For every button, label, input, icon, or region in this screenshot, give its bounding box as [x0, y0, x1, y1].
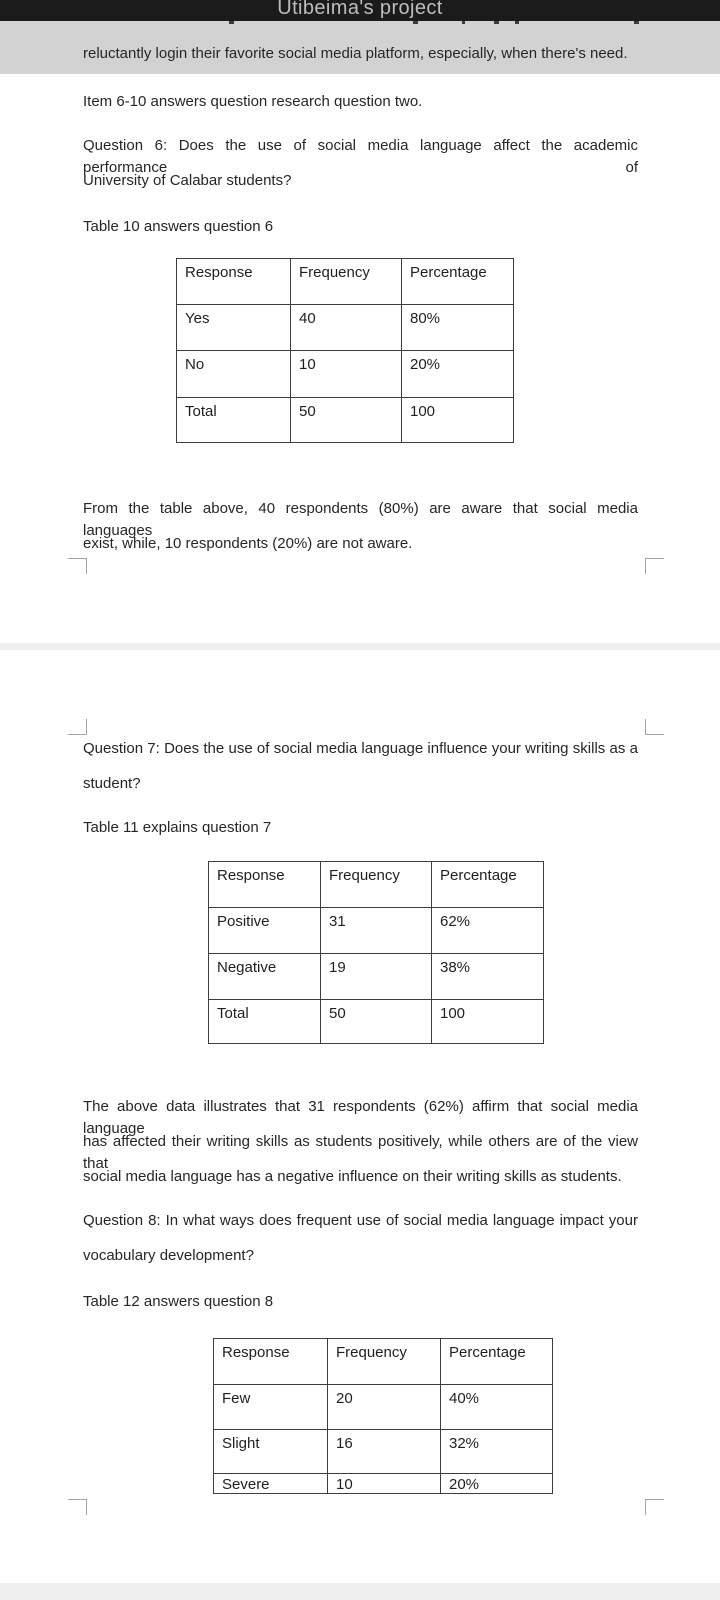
table-cell: 50	[291, 398, 402, 443]
app-title: Utibeima's project	[277, 0, 443, 19]
scrolled-paragraph-line: reluctantly login their favorite social media platform, especially, when there's need.	[83, 45, 628, 62]
table-cell: 62%	[432, 908, 544, 954]
table-cell: Severe	[214, 1474, 328, 1494]
question-8-line-1: Question 8: In what ways does frequent use of social media language impact your	[83, 1212, 638, 1229]
table-10-caption: Table 10 answers question 6	[83, 218, 274, 235]
table-row	[214, 1474, 553, 1494]
top-gray-band	[0, 21, 720, 74]
table-row	[214, 1339, 553, 1385]
table-cell: Total	[177, 398, 291, 443]
question-7-line-2: student?	[83, 775, 141, 792]
table-cell: 80%	[402, 305, 514, 351]
table-cell: Few	[214, 1385, 328, 1430]
page2-bottom-left-margin-mark	[68, 1499, 87, 1515]
table-cell: Negative	[209, 954, 321, 1000]
table-header-cell: Frequency	[291, 259, 402, 305]
from-table-line-2: exist, while, 10 respondents (20%) are not aware.	[83, 535, 413, 552]
table-row	[209, 1000, 544, 1044]
table-row	[177, 398, 514, 443]
table-cell: Positive	[209, 908, 321, 954]
table-cell: 31	[321, 908, 432, 954]
question-8-line-2: vocabulary development?	[83, 1247, 254, 1264]
page-separator-band	[0, 643, 720, 650]
table-cell: 19	[321, 954, 432, 1000]
table-12	[213, 1338, 553, 1494]
table-cell: 100	[432, 1000, 544, 1044]
table-11-caption: Table 11 explains question 7	[83, 819, 272, 836]
question-7-line-1: Question 7: Does the use of social media language influence your writing skills as a	[83, 740, 638, 757]
page2-top-left-margin-mark	[68, 719, 87, 735]
table-header-cell: Frequency	[328, 1339, 441, 1385]
bottom-page-end-band	[0, 1583, 720, 1600]
table-cell: 16	[328, 1430, 441, 1474]
table-cell: Total	[209, 1000, 321, 1044]
table-cell: 40	[291, 305, 402, 351]
table-cell: No	[177, 351, 291, 398]
table-cell: 20%	[402, 351, 514, 398]
table-cell: 40%	[441, 1385, 553, 1430]
table-10	[176, 258, 514, 443]
page2-bottom-right-margin-mark	[645, 1499, 664, 1515]
item-intro-line: Item 6-10 answers question research question two.	[83, 93, 423, 110]
question-6-line-2: University of Calabar students?	[83, 172, 292, 189]
table-row	[209, 908, 544, 954]
above-data-line-3: social media language has a negative influence on their writing skills as students.	[83, 1168, 622, 1185]
table-header-cell: Response	[209, 862, 321, 908]
table-row	[214, 1385, 553, 1430]
table-header-cell: Percentage	[441, 1339, 553, 1385]
table-cell: 50	[321, 1000, 432, 1044]
table-row	[177, 351, 514, 398]
page2-top-right-margin-mark	[645, 719, 664, 735]
app-title-bar	[0, 0, 720, 21]
table-12-caption: Table 12 answers question 8	[83, 1293, 274, 1310]
table-header-cell: Percentage	[432, 862, 544, 908]
table-cell: 10	[328, 1474, 441, 1494]
table-header-cell: Response	[214, 1339, 328, 1385]
table-cell: 100	[402, 398, 514, 443]
table-cell: 32%	[441, 1430, 553, 1474]
page1-bottom-left-margin-mark	[68, 558, 87, 574]
table-cell: 38%	[432, 954, 544, 1000]
table-row	[214, 1430, 553, 1474]
question-6-line-1: Question 6: Does the use of social media language affect the academic performance of	[83, 137, 638, 176]
table-cell: Slight	[214, 1430, 328, 1474]
table-cell: 20%	[441, 1474, 553, 1494]
table-row	[209, 862, 544, 908]
from-table-line-1: From the table above, 40 respondents (80%) are aware that social media languages	[83, 500, 638, 539]
table-row	[177, 259, 514, 305]
table-row	[177, 305, 514, 351]
table-header-cell: Percentage	[402, 259, 514, 305]
above-data-line-1: The above data illustrates that 31 respondents (62%) affirm that social media language	[83, 1098, 638, 1137]
above-data-line-2: has affected their writing skills as students positively, while others are of the view that	[83, 1133, 638, 1172]
table-header-cell: Response	[177, 259, 291, 305]
table-cell: 10	[291, 351, 402, 398]
page1-bottom-right-margin-mark	[645, 558, 664, 574]
table-cell: 20	[328, 1385, 441, 1430]
table-row	[209, 954, 544, 1000]
table-cell: Yes	[177, 305, 291, 351]
clipped-text-remnants	[0, 21, 720, 25]
table-11	[208, 861, 544, 1044]
table-header-cell: Frequency	[321, 862, 432, 908]
